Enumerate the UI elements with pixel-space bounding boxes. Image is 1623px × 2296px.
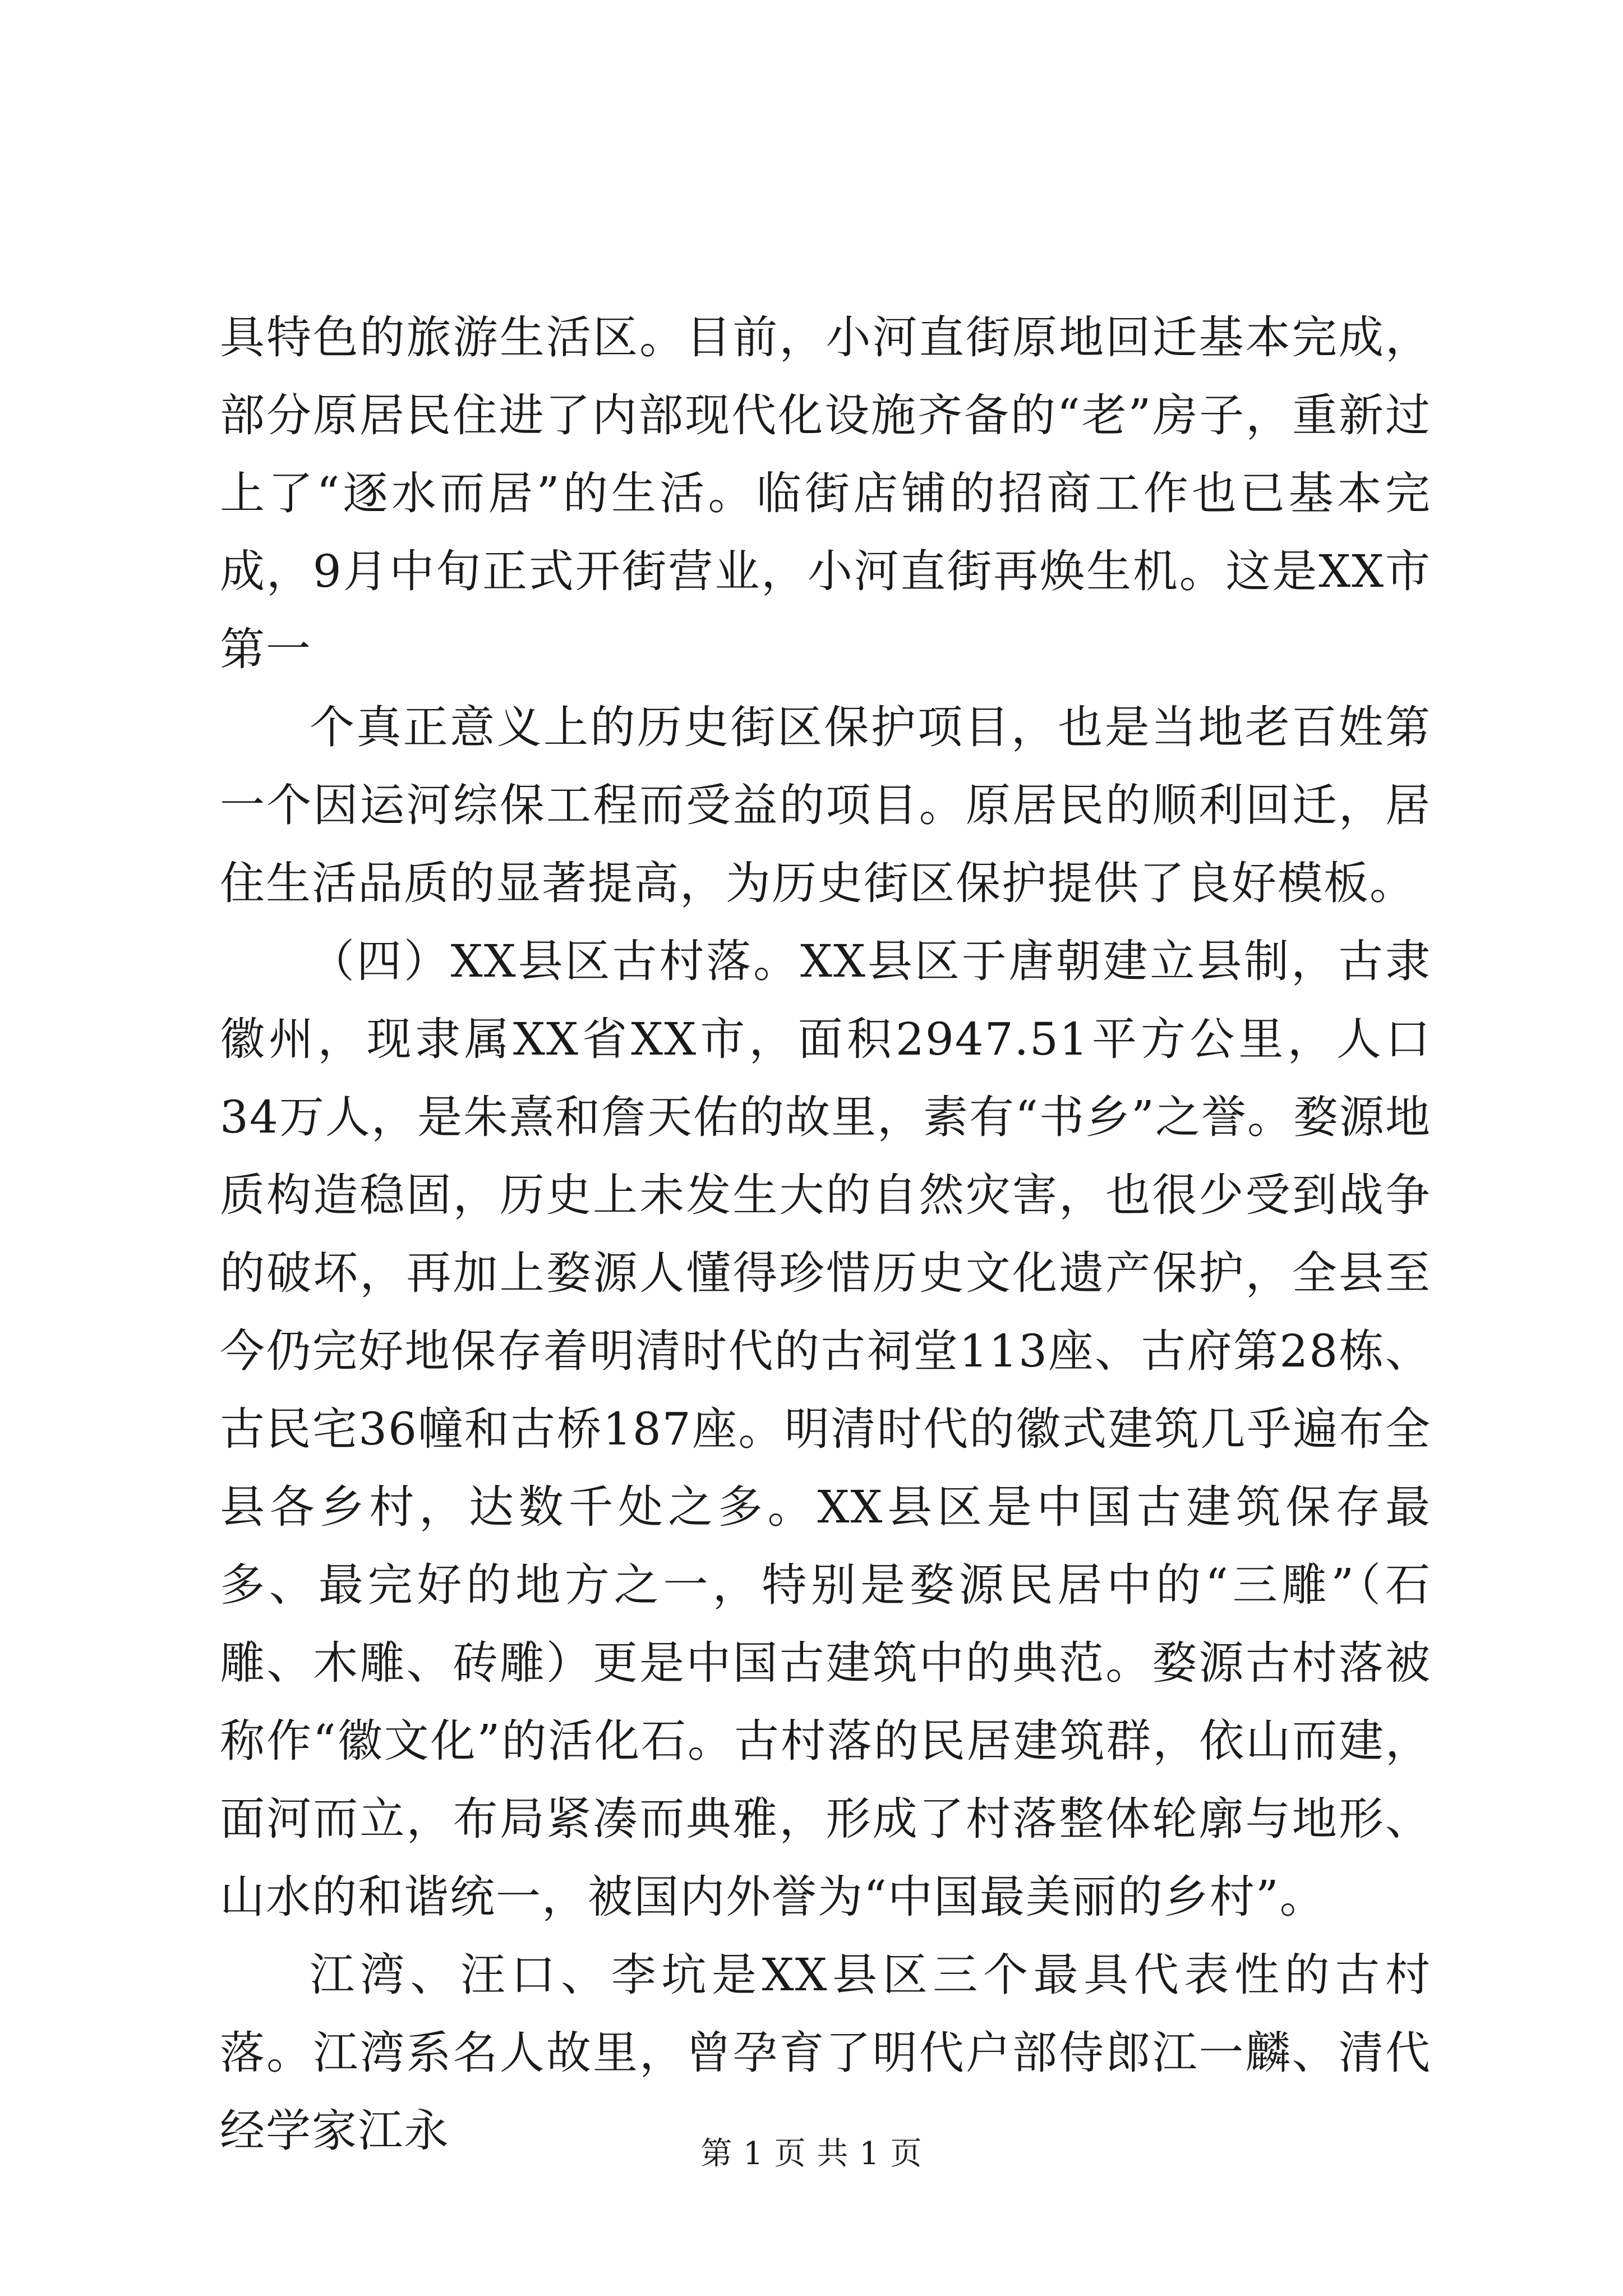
paragraph-2: 个真正意义上的历史街区保护项目，也是当地老百姓第一个因运河综保工程而受益的项目。原居民的顺利回迁，居住生活品质的显著提高，为历史街区保护提供了良好模板。 [220, 701, 1431, 909]
paragraph-3: （四）XX县区古村落。XX县区于唐朝建立县制，古隶徽州，现隶属XX省XX市，面积2947.51平方公里，人口34万人，是朱熹和詹天佑的故里，素有“书乡”之誉。婺源地质构造稳固，历史上未发生大的自然灾害，也很少受到战争的破坏，再加上婺源人懂得珍惜历史文化遗产保护，全县至今仍完好地保存着明清时代的古祠堂113座、古府第28栋、古民宅36幢和古桥187座。明清时代的徽式建筑几乎遍布全县各乡村，达数千处之多。XX县区是中国古建筑保存最多、最完好的地方之一，特别是婺源民居中的“三雕”（石雕、木雕、砖雕）更是中国古建筑中的典范。婺源古村落被称作“徽文化”的活化石。古村落的民居建筑群，依山而建，面河而立，布局紧凑而典雅，形成了村落整体轮廓与地形、山水的和谐统一，被国内外誉为“中国最美丽的乡村”。 [220, 935, 1431, 1923]
paragraph-4: 江湾、汪口、李坑是XX县区三个最具代表性的古村落。江湾系名人故里，曾孕育了明代户部侍郎江一麟、清代经学家江永 [220, 1949, 1431, 2157]
page-footer: 第 1 页 共 1 页 [700, 2136, 923, 2172]
paragraph-1: 具特色的旅游生活区。目前，小河直街原地回迁基本完成，部分原居民住进了内部现代化设施齐备的“老”房子，重新过上了“逐水而居”的生活。临街店铺的招商工作也已基本完成，9月中旬正式开街营业，小河直街再焕生机。这是XX市第一 [220, 311, 1431, 675]
document-body [220, 298, 1431, 2170]
